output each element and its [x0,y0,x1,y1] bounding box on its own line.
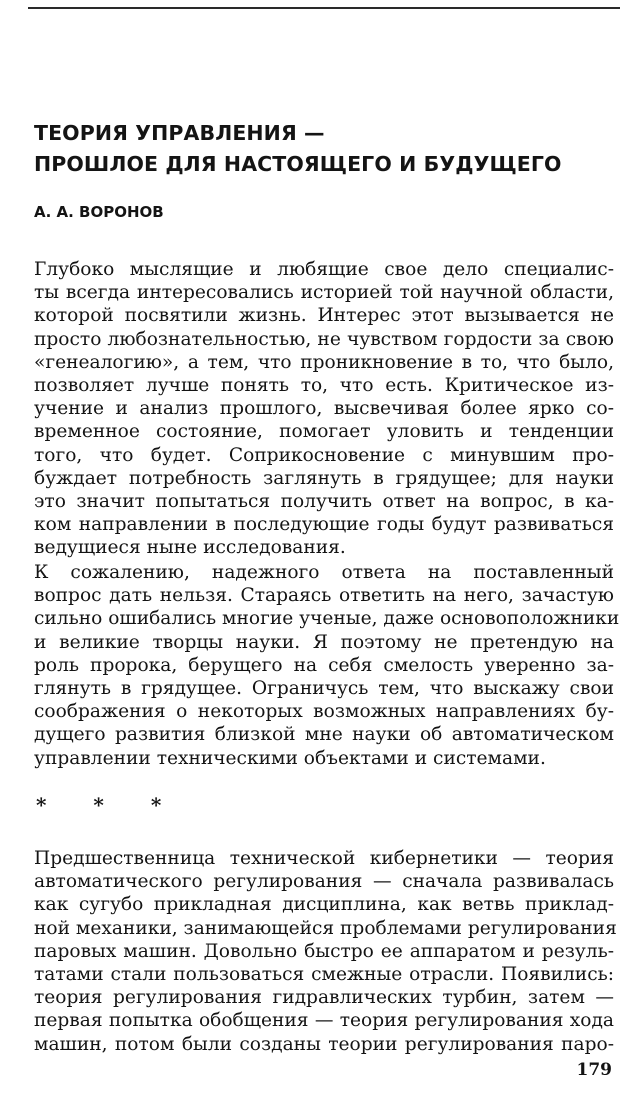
text-line: дущего развития близкой мне науки об автоматическом [34,724,614,746]
title-line-2: ПРОШЛОЕ ДЛЯ НАСТОЯЩЕГО И БУДУЩЕГО [34,152,562,176]
text-line: ведущиеся ныне исследования. [34,537,346,559]
page-number: 179 [576,1060,612,1080]
text-line: глянуть в грядущее. Ограничусь тем, что выскажу свои [34,677,614,699]
text-line: и великие творцы науки. Я поэтому не претендую на [34,631,614,653]
text-line: «генеалогию», а тем, что проникновение в то, что было, [34,351,614,373]
text-line: того, что будет. Соприкосновение с минувшим про- [34,444,614,466]
text-line: буждает потребность заглянуть в грядущее; для науки [34,467,614,489]
text-line: это значит попытаться получить ответ на вопрос, в ка- [34,490,614,512]
text-line: временное состояние, помогает уловить и тенденции [34,421,614,443]
title-line-1: ТЕОРИЯ УПРАВЛЕНИЯ — [34,121,325,145]
author-name: А. А. ВОРОНОВ [34,203,164,221]
text-line: сильно ошибались многие ученые, даже основоположники [34,608,620,630]
article-title [34,118,562,180]
text-line: просто любознательностью, не чувством гордости за свою [34,328,614,350]
paragraph-3 [34,847,617,1056]
text-line: как сугубо прикладная дисциплина, как ветвь приклад- [34,894,614,916]
text-line: ком направлении в последующие годы будут развиваться [34,514,614,536]
text-line: соображения о некоторых возможных направлениях бу- [34,701,614,723]
text-line: паровых машин. Довольно быстро ее аппаратом и резуль- [34,940,614,962]
text-line: первая попытка обобщения — теория регулирования хода [34,1010,614,1032]
text-line: ты всегда интересовались историей той научной области, [34,282,614,304]
text-line: теория регулирования гидравлических турбин, затем — [34,987,614,1009]
text-line: автоматического регулирования — сначала развивалась [34,871,614,893]
text-line: вопрос дать нельзя. Стараясь ответить на него, зачастую [34,585,614,607]
text-line: Глубоко мыслящие и любящие свое дело специалис- [34,259,614,280]
text-line: позволяет лучше понять то, что есть. Критическое из- [34,374,614,396]
text-line: учение и анализ прошлого, высвечивая более ярко со- [34,398,614,420]
paragraph-1 [34,258,614,559]
text-line: которой посвятили жизнь. Интерес этот вызывается не [34,305,614,327]
text-line: роль пророка, берущего на себя смелость уверенно за- [34,654,614,676]
section-separator: * * * [36,793,182,817]
paragraph-2 [34,561,620,770]
text-line: К сожалению, надежного ответа на поставленный [34,562,614,583]
top-rule [28,7,620,9]
text-line: Предшественница технической кибернетики — теория [34,848,614,869]
text-line: ной механики, занимающейся проблемами регулирования [34,917,617,939]
text-line: татами стали пользоваться смежные отрасли. Появились: [34,963,614,985]
text-line: машин, потом были созданы теории регулирования паро- [34,1033,614,1055]
text-line: управлении техническими объектами и системами. [34,747,546,769]
